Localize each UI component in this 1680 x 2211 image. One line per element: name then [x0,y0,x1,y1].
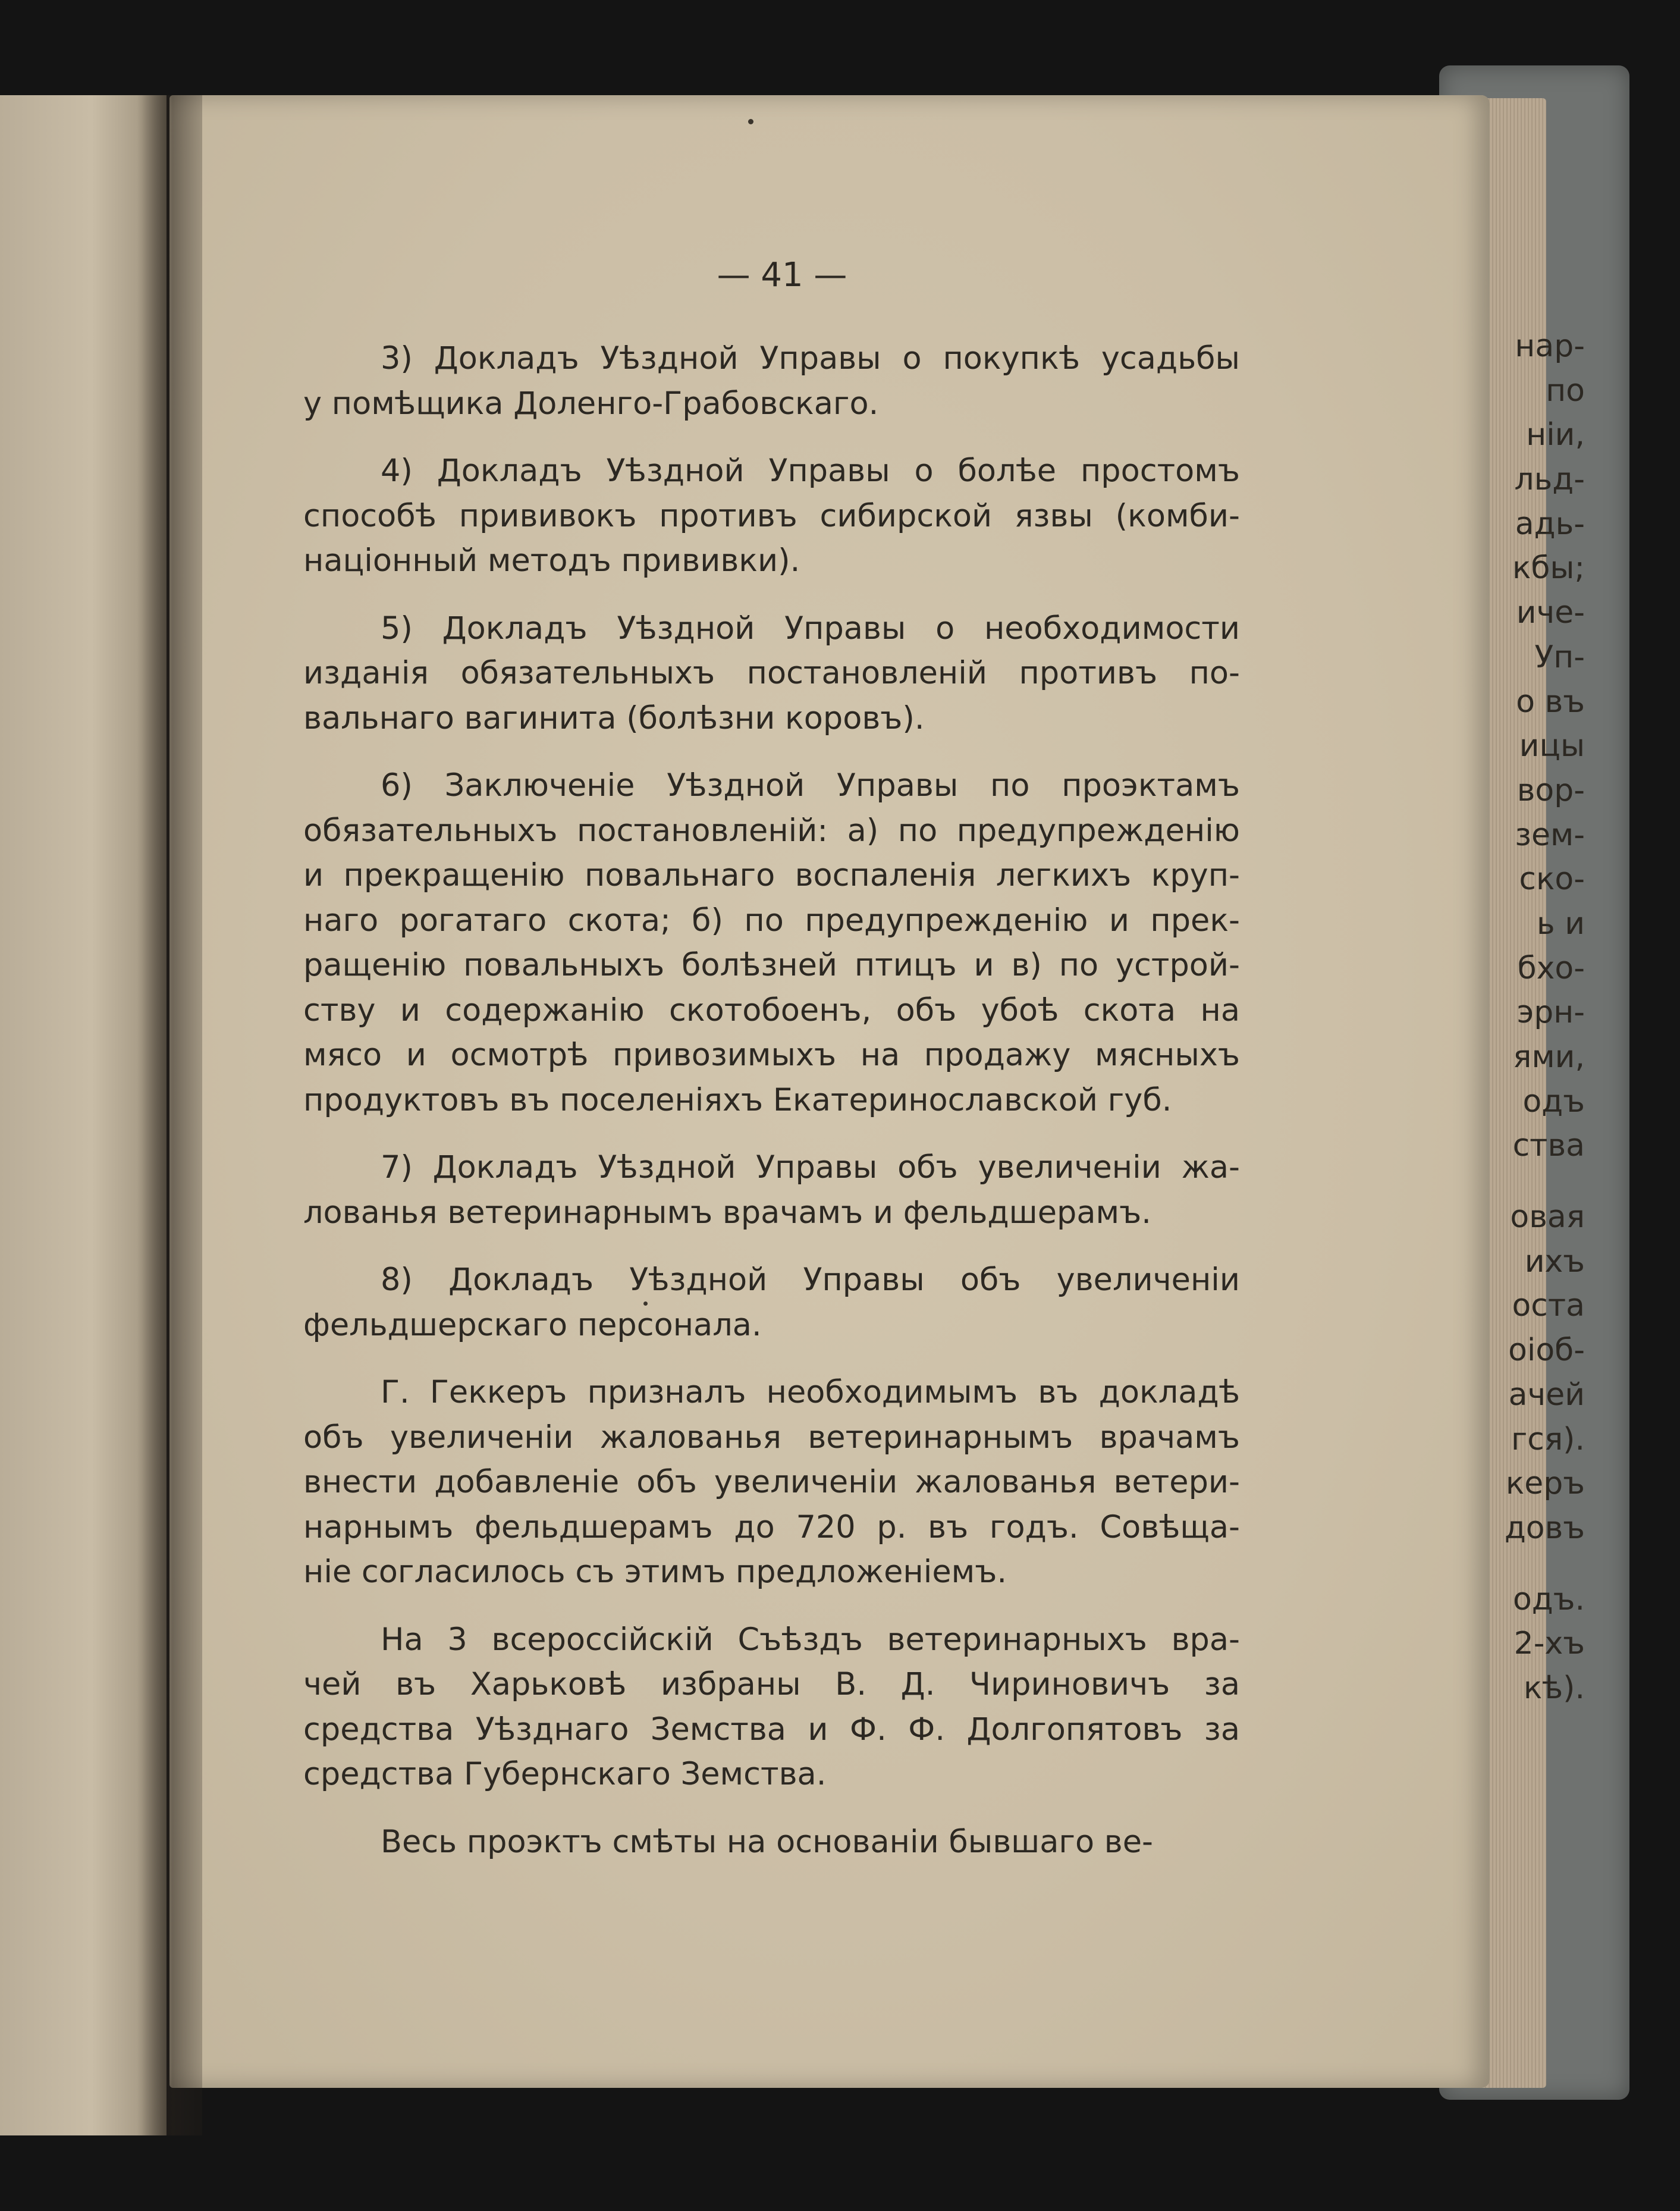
left-page-line: вор- [1516,772,1585,808]
text-line: у помѣщика Доленго-Грабовскаго. [303,385,879,422]
left-page-line: льд- [1514,462,1585,498]
left-page-line: зем- [1515,817,1585,853]
text-line: Весь проэктъ смѣты на основаніи бывшаго ве- [381,1823,1153,1860]
left-page-line: бхо- [1517,950,1585,986]
text-line: Г. Геккеръ призналъ необходимымъ въ докладѣ [381,1374,1240,1410]
text-line: ращенію повальныхъ болѣзней птицъ и в) по устрой- [303,947,1240,983]
gutter-shadow [137,95,202,2135]
text-line: вальнаго вагинита (болѣзни коровъ). [303,700,925,736]
left-page-line: одъ. [1512,1581,1585,1617]
left-page-line: ства [1512,1128,1585,1164]
text-line: лованья ветеринарнымъ врачамъ и фельдшерамъ. [303,1194,1151,1231]
left-page-line: ачей [1508,1376,1585,1413]
text-line: націонный методъ прививки). [303,542,800,579]
left-page-line: одъ [1522,1083,1585,1119]
text-line: 6) Заключеніе Уѣздной Управы по проэктамъ [381,767,1240,804]
text-line: ніе согласилось съ этимъ предложеніемъ. [303,1554,1007,1590]
text-line: нарнымъ фельдшерамъ до 720 р. въ годъ. Совѣща- [303,1509,1240,1545]
left-page-line: оста [1512,1288,1585,1324]
text-line: 7) Докладъ Уѣздной Управы объ увеличеніи жа- [381,1149,1240,1186]
page-number: — 41 — [717,256,847,294]
paragraph [303,336,1240,426]
left-page-line: кбы; [1512,550,1585,587]
left-page-line: керъ [1505,1466,1585,1502]
left-page-line: ицы [1519,728,1585,764]
page-body [303,336,1240,1887]
left-page-line: овая [1510,1199,1585,1235]
text-line: средства Уѣзднаго Земства и Ф. Ф. Долгопятовъ за [303,1711,1240,1748]
left-page-line: кѣ). [1523,1670,1585,1706]
text-line: На 3 всероссійскій Съѣздъ ветеринарныхъ вра- [381,1621,1240,1658]
text-line: 5) Докладъ Уѣздной Управы о необходимости [381,610,1240,647]
text-line: 8) Докладъ Уѣздной Управы объ увеличеніи [381,1262,1240,1298]
paragraph [303,1257,1240,1347]
text-line: внести добавленіе объ увеличеніи жалованья ветери- [303,1464,1240,1500]
text-line: чей въ Харьковѣ избраны В. Д. Чириновичъ за [303,1666,1240,1702]
text-line: фельдшерскаго персонала. [303,1306,762,1343]
left-page-line: ніи, [1526,417,1585,453]
text-line: продуктовъ въ поселеніяхъ Екатеринославской губ. [303,1081,1172,1118]
text-line: объ увеличеніи жалованья ветеринарнымъ врачамъ [303,1419,1240,1456]
text-line: 3) Докладъ Уѣздной Управы о покупкѣ усадьбы [381,340,1240,377]
text-line: и прекращенію повальнаго воспаленія легкихъ круп- [303,857,1240,893]
left-page-line: Уп- [1534,639,1585,675]
left-page-line: гся). [1511,1421,1585,1457]
left-page-text [1442,324,1585,1711]
paragraph [303,606,1240,741]
text-line: 4) Докладъ Уѣздной Управы о болѣе простомъ [381,453,1240,489]
left-page-line: довъ [1504,1510,1585,1546]
left-page-line: 2-хъ [1513,1626,1585,1662]
paragraph [303,1370,1240,1595]
left-page-line: о въ [1516,683,1585,720]
left-page-line: нар- [1515,328,1585,364]
paragraph [303,763,1240,1122]
paragraph [303,449,1240,584]
left-page-line: иче- [1516,595,1585,631]
text-line: мясо и осмотрѣ привозимыхъ на продажу мясныхъ [303,1037,1240,1073]
left-page-line: оіоб- [1508,1332,1585,1369]
left-page-gap [1442,1551,1585,1578]
left-page-line: адь- [1515,506,1585,542]
text-line: способѣ прививокъ противъ сибирской язвы (комби- [303,497,1240,534]
paragraph [303,1617,1240,1797]
left-page-line: ями, [1513,1039,1585,1075]
left-page-gap [1442,1168,1585,1195]
text-line: средства Губернскаго Земства. [303,1756,827,1792]
ink-speck [748,119,753,124]
paragraph [303,1820,1240,1865]
left-page-line: ско- [1519,861,1585,898]
left-page-line: ихъ [1524,1243,1585,1279]
text-line: обязательныхъ постановленій: а) по предупрежденію [303,812,1240,849]
left-page-line: ь и [1537,905,1585,942]
text-line: наго рогатаго скота; б) по предупрежденію и прек- [303,902,1240,939]
text-line: изданія обязательныхъ постановленій противъ по- [303,655,1240,691]
left-page-line: по [1546,372,1585,409]
paragraph [303,1145,1240,1235]
left-page-line: эрн- [1516,995,1585,1031]
text-line: ству и содержанію скотобоенъ, объ убоѣ скота на [303,992,1240,1028]
